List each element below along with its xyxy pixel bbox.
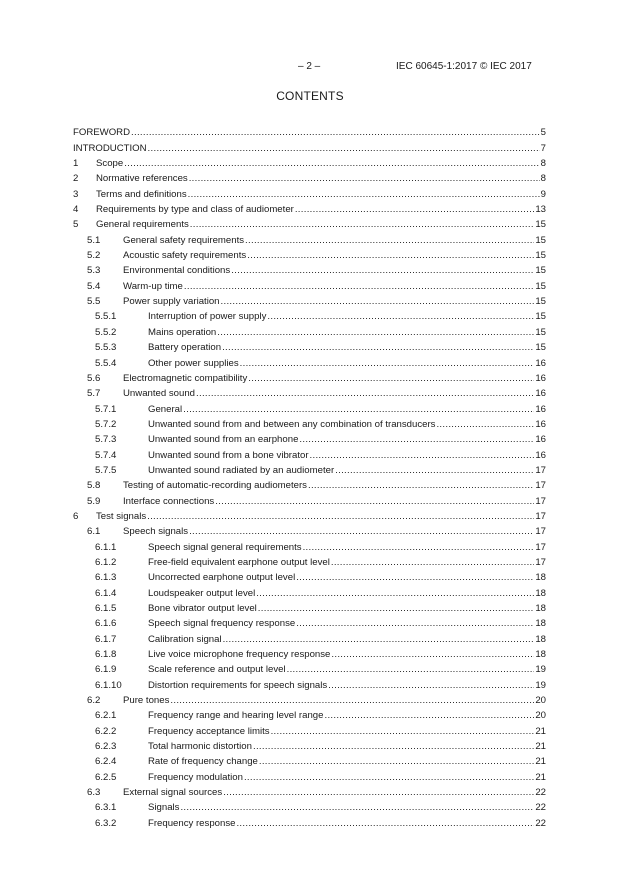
toc-leader-dots bbox=[287, 664, 535, 675]
toc-section-title: Rate of frequency change bbox=[148, 756, 258, 768]
toc-section-title: Frequency modulation bbox=[148, 771, 243, 783]
toc-page-number: 15 bbox=[535, 342, 546, 354]
toc-page-number: 18 bbox=[535, 649, 546, 661]
toc-leader-dots bbox=[310, 450, 535, 461]
toc-leader-dots bbox=[124, 158, 539, 169]
toc-entry[interactable] bbox=[73, 568, 546, 583]
toc-section-number: 5.7.5 bbox=[95, 464, 117, 476]
toc-section-number: 6.3.1 bbox=[95, 802, 117, 814]
toc-entry[interactable] bbox=[73, 537, 546, 552]
page-number: – 2 – bbox=[298, 61, 321, 72]
toc-entry[interactable] bbox=[73, 476, 546, 491]
toc-leader-dots bbox=[223, 787, 534, 798]
toc-leader-dots bbox=[245, 235, 534, 246]
toc-entry[interactable] bbox=[73, 215, 546, 230]
table-of-contents bbox=[73, 123, 546, 829]
toc-leader-dots bbox=[324, 710, 534, 721]
toc-section-title: Battery operation bbox=[148, 342, 222, 354]
toc-entry[interactable] bbox=[73, 246, 546, 261]
toc-section-title: Bone vibrator output level bbox=[148, 603, 257, 614]
toc-leader-dots bbox=[189, 526, 534, 537]
toc-page-number: 9 bbox=[540, 188, 546, 200]
toc-entry[interactable] bbox=[73, 276, 546, 291]
toc-section-number: 5 bbox=[73, 219, 79, 231]
toc-section-number: 5.2 bbox=[87, 250, 101, 262]
toc-leader-dots bbox=[231, 265, 534, 276]
toc-leader-dots bbox=[308, 480, 534, 491]
toc-entry[interactable] bbox=[73, 307, 546, 322]
toc-section-number: 5.7 bbox=[87, 388, 101, 400]
toc-section-title: Unwanted sound bbox=[123, 388, 196, 400]
toc-entry[interactable] bbox=[73, 522, 546, 537]
toc-entry[interactable] bbox=[73, 138, 546, 153]
toc-section-title: Total harmonic distortion bbox=[148, 741, 252, 753]
toc-entry[interactable] bbox=[73, 430, 546, 445]
toc-section-title: Free-field equivalent earphone output level bbox=[148, 556, 330, 568]
toc-section-number: 5.5.1 bbox=[95, 311, 117, 323]
toc-section-title: Interface connections bbox=[123, 495, 215, 507]
toc-leader-dots bbox=[148, 143, 540, 154]
toc-page-number: 21 bbox=[535, 725, 546, 737]
toc-section-title: External signal sources bbox=[123, 787, 223, 799]
toc-page-number: 17 bbox=[535, 495, 546, 507]
toc-leader-dots bbox=[244, 772, 534, 783]
toc-entry[interactable] bbox=[73, 292, 546, 307]
toc-page-number: 17 bbox=[535, 526, 546, 538]
page-header bbox=[0, 61, 620, 75]
toc-section-title: FOREWORD bbox=[73, 127, 131, 139]
toc-section-number: 6.2.1 bbox=[95, 710, 117, 722]
toc-section-title: Test signals bbox=[96, 510, 147, 522]
toc-entry[interactable] bbox=[73, 614, 546, 629]
toc-section-number: 6.3 bbox=[87, 787, 101, 799]
toc-section-number: 5.7.1 bbox=[95, 403, 117, 415]
toc-entry[interactable] bbox=[73, 384, 546, 399]
toc-section-title: General safety requirements bbox=[123, 234, 245, 246]
toc-entry[interactable] bbox=[73, 599, 546, 614]
toc-section-title: Warm-up time bbox=[123, 280, 183, 292]
toc-leader-dots bbox=[436, 419, 534, 430]
toc-page-number: 15 bbox=[535, 250, 546, 262]
toc-section-number: 3 bbox=[73, 188, 79, 200]
toc-section-number: 6.1.3 bbox=[95, 572, 117, 584]
toc-section-number: 1 bbox=[73, 158, 79, 170]
toc-section-number: 5.5 bbox=[87, 296, 101, 308]
toc-section-title: Calibration signal bbox=[148, 633, 222, 645]
toc-page-number: 15 bbox=[535, 265, 546, 277]
toc-section-number: 6.1 bbox=[87, 526, 101, 538]
toc-section-title: Unwanted sound radiated by an audiometer bbox=[148, 464, 335, 476]
toc-section-title: Normative references bbox=[96, 173, 188, 185]
toc-page-number: 22 bbox=[535, 802, 546, 814]
toc-section-title: Unwanted sound from and between any combination of transducers bbox=[148, 418, 436, 430]
toc-page-number: 17 bbox=[535, 556, 546, 568]
toc-entry[interactable] bbox=[73, 813, 546, 828]
toc-section-number: 6.2.5 bbox=[95, 771, 117, 783]
toc-section-title: Power supply variation bbox=[123, 296, 220, 308]
toc-leader-dots bbox=[253, 741, 534, 752]
toc-page-number: 16 bbox=[535, 418, 546, 430]
toc-section-number: 6.1.5 bbox=[95, 603, 117, 614]
toc-page-number: 16 bbox=[535, 372, 546, 384]
toc-entry[interactable] bbox=[73, 461, 546, 476]
toc-entry[interactable] bbox=[73, 691, 546, 706]
toc-entry[interactable] bbox=[73, 752, 546, 767]
toc-section-number: 5.9 bbox=[87, 495, 101, 507]
toc-section-title: INTRODUCTION bbox=[73, 142, 147, 154]
toc-leader-dots bbox=[259, 756, 534, 767]
toc-entry[interactable] bbox=[73, 767, 546, 782]
toc-section-title: Scale reference and output level bbox=[148, 664, 286, 676]
toc-section-title: Environmental conditions bbox=[123, 265, 231, 277]
toc-page-number: 15 bbox=[535, 311, 546, 323]
toc-page-number: 15 bbox=[535, 296, 546, 308]
toc-section-number: 6.1.1 bbox=[95, 541, 117, 553]
toc-page-number: 16 bbox=[535, 449, 546, 461]
toc-section-title: Other power supplies bbox=[148, 357, 239, 369]
toc-section-number: 5.7.3 bbox=[95, 434, 117, 446]
toc-page-number: 15 bbox=[535, 280, 546, 292]
toc-entry[interactable] bbox=[73, 415, 546, 430]
toc-entry[interactable] bbox=[73, 798, 546, 813]
toc-leader-dots bbox=[240, 358, 535, 369]
toc-entry[interactable] bbox=[73, 322, 546, 337]
toc-section-title: Live voice microphone frequency response bbox=[148, 649, 331, 661]
toc-section-number: 5.4 bbox=[87, 280, 101, 292]
toc-leader-dots bbox=[223, 634, 535, 645]
toc-leader-dots bbox=[247, 250, 534, 261]
toc-entry[interactable] bbox=[73, 261, 546, 276]
toc-section-number: 5.7.4 bbox=[95, 449, 117, 461]
toc-section-number: 6.1.10 bbox=[95, 679, 122, 691]
toc-leader-dots bbox=[331, 649, 534, 660]
toc-leader-dots bbox=[335, 465, 534, 476]
toc-page-number: 15 bbox=[535, 234, 546, 246]
toc-entry[interactable] bbox=[73, 660, 546, 675]
toc-page-number: 22 bbox=[535, 817, 546, 829]
toc-leader-dots bbox=[131, 127, 540, 138]
toc-leader-dots bbox=[256, 588, 534, 599]
toc-entry[interactable] bbox=[73, 507, 546, 522]
toc-entry[interactable] bbox=[73, 230, 546, 245]
toc-section-number: 5.5.4 bbox=[95, 357, 117, 369]
toc-section-title: General bbox=[148, 403, 183, 415]
toc-section-title: Speech signal frequency response bbox=[148, 618, 296, 630]
toc-section-number: 5.5.2 bbox=[95, 326, 117, 338]
toc-section-number: 5.6 bbox=[87, 372, 101, 384]
contents-heading: CONTENTS bbox=[276, 89, 344, 103]
toc-page-number: 19 bbox=[535, 679, 546, 691]
toc-page-number: 13 bbox=[535, 204, 546, 216]
toc-page-number: 17 bbox=[535, 541, 546, 553]
toc-entry[interactable] bbox=[73, 369, 546, 384]
toc-leader-dots bbox=[267, 311, 534, 322]
toc-page-number: 22 bbox=[535, 787, 546, 799]
toc-section-title: Speech signals bbox=[123, 526, 189, 538]
toc-section-number: 5.7.2 bbox=[95, 418, 117, 430]
toc-leader-dots bbox=[222, 342, 534, 353]
toc-entry[interactable] bbox=[73, 169, 546, 184]
toc-leader-dots bbox=[303, 542, 535, 553]
toc-leader-dots bbox=[296, 572, 534, 583]
toc-section-title: Uncorrected earphone output level bbox=[148, 572, 296, 584]
toc-section-title: Distortion requirements for speech signals bbox=[148, 679, 328, 691]
toc-section-title: Mains operation bbox=[148, 326, 217, 338]
toc-section-number: 6.2 bbox=[87, 695, 101, 707]
toc-section-number: 6.1.9 bbox=[95, 664, 117, 676]
toc-section-number: 6 bbox=[73, 510, 79, 522]
toc-entry[interactable] bbox=[73, 445, 546, 460]
toc-leader-dots bbox=[215, 496, 534, 507]
toc-section-title: Requirements by type and class of audiometer bbox=[96, 204, 294, 216]
toc-page-number: 8 bbox=[540, 158, 546, 170]
toc-page-number: 19 bbox=[535, 664, 546, 676]
toc-entry[interactable] bbox=[73, 583, 546, 598]
toc-leader-dots bbox=[271, 726, 535, 737]
toc-leader-dots bbox=[299, 434, 534, 445]
toc-entry[interactable] bbox=[73, 399, 546, 414]
toc-section-number: 5.3 bbox=[87, 265, 101, 277]
toc-page-number: 16 bbox=[535, 357, 546, 369]
toc-page-number: 16 bbox=[535, 403, 546, 415]
toc-section-number: 5.1 bbox=[87, 234, 101, 246]
toc-section-title: Frequency response bbox=[148, 817, 236, 829]
standard-reference: IEC 60645-1:2017 © IEC 2017 bbox=[396, 61, 532, 72]
toc-section-title: Electromagnetic compatibility bbox=[123, 372, 248, 384]
toc-page-number: 20 bbox=[535, 710, 546, 722]
toc-section-number: 4 bbox=[73, 204, 79, 216]
toc-leader-dots bbox=[295, 204, 534, 215]
toc-page-number: 21 bbox=[535, 756, 546, 768]
toc-page-number: 7 bbox=[540, 142, 546, 154]
toc-entry[interactable] bbox=[73, 154, 546, 169]
toc-page-number: 17 bbox=[535, 480, 546, 492]
toc-page-number: 20 bbox=[535, 695, 546, 707]
toc-leader-dots bbox=[183, 404, 534, 415]
toc-section-number: 5.5.3 bbox=[95, 342, 117, 354]
toc-leader-dots bbox=[184, 281, 534, 292]
toc-entry[interactable] bbox=[73, 737, 546, 752]
toc-page-number: 17 bbox=[535, 464, 546, 476]
toc-leader-dots bbox=[188, 189, 540, 200]
toc-page-number: 18 bbox=[535, 633, 546, 645]
toc-page-number: 16 bbox=[535, 388, 546, 400]
toc-page-number: 15 bbox=[535, 326, 546, 338]
toc-entry[interactable] bbox=[73, 645, 546, 660]
toc-leader-dots bbox=[189, 173, 540, 184]
toc-section-number: 6.2.2 bbox=[95, 725, 117, 737]
toc-leader-dots bbox=[180, 802, 534, 813]
toc-leader-dots bbox=[331, 557, 534, 568]
toc-page-number: 18 bbox=[535, 618, 546, 630]
toc-section-title: Signals bbox=[148, 802, 180, 814]
toc-section-title: Unwanted sound from an earphone bbox=[148, 434, 299, 446]
toc-entry[interactable] bbox=[73, 675, 546, 690]
toc-leader-dots bbox=[190, 219, 535, 230]
toc-page-number: 18 bbox=[535, 572, 546, 584]
toc-page-number: 17 bbox=[535, 510, 546, 522]
toc-section-number: 6.3.2 bbox=[95, 817, 117, 829]
toc-page-number: 8 bbox=[540, 173, 546, 185]
toc-leader-dots bbox=[328, 680, 534, 691]
toc-section-number: 2 bbox=[73, 173, 79, 185]
toc-section-title: Scope bbox=[96, 158, 124, 170]
toc-section-number: 6.1.2 bbox=[95, 556, 117, 568]
toc-leader-dots bbox=[221, 296, 535, 307]
toc-leader-dots bbox=[258, 603, 535, 614]
toc-section-title: Pure tones bbox=[123, 695, 170, 707]
toc-entry[interactable] bbox=[73, 338, 546, 353]
toc-leader-dots bbox=[217, 327, 534, 338]
toc-page-number: 21 bbox=[535, 771, 546, 783]
toc-section-number: 6.2.3 bbox=[95, 741, 117, 753]
toc-section-number: 6.1.4 bbox=[95, 587, 117, 599]
toc-section-number: 6.1.8 bbox=[95, 649, 117, 661]
toc-section-title: Frequency range and hearing level range bbox=[148, 710, 324, 722]
toc-section-title: Unwanted sound from a bone vibrator bbox=[148, 449, 309, 461]
toc-entry[interactable] bbox=[73, 491, 546, 506]
toc-section-title: Testing of automatic-recording audiometers bbox=[123, 480, 307, 492]
toc-page-number: 18 bbox=[535, 587, 546, 599]
toc-leader-dots bbox=[170, 695, 534, 706]
toc-page-number: 5 bbox=[540, 127, 546, 139]
toc-section-title: Interruption of power supply bbox=[148, 311, 267, 323]
toc-entry[interactable] bbox=[73, 721, 546, 736]
toc-page-number: 21 bbox=[535, 741, 546, 753]
toc-section-title: General requirements bbox=[96, 219, 189, 231]
toc-entry[interactable] bbox=[73, 706, 546, 721]
toc-entry[interactable] bbox=[73, 200, 546, 215]
toc-leader-dots bbox=[196, 388, 534, 399]
toc-leader-dots bbox=[147, 511, 534, 522]
toc-entry[interactable] bbox=[73, 783, 546, 798]
toc-page-number: 15 bbox=[535, 219, 546, 231]
toc-section-title: Acoustic safety requirements bbox=[123, 250, 247, 262]
toc-entry[interactable] bbox=[73, 123, 546, 138]
toc-entry[interactable] bbox=[73, 184, 546, 199]
toc-section-number: 5.8 bbox=[87, 480, 101, 492]
toc-section-number: 6.1.7 bbox=[95, 633, 117, 645]
toc-entry[interactable] bbox=[73, 353, 546, 368]
toc-leader-dots bbox=[296, 618, 534, 629]
toc-section-number: 6.1.6 bbox=[95, 618, 117, 630]
toc-section-title: Frequency acceptance limits bbox=[148, 725, 270, 737]
toc-section-number: 6.2.4 bbox=[95, 756, 117, 768]
toc-section-title: Terms and definitions bbox=[96, 188, 187, 200]
toc-entry[interactable] bbox=[73, 553, 546, 568]
toc-section-title: Loudspeaker output level bbox=[148, 587, 256, 599]
toc-leader-dots bbox=[236, 818, 534, 829]
toc-entry[interactable] bbox=[73, 629, 546, 644]
toc-page-number: 16 bbox=[535, 434, 546, 446]
toc-page-number: 18 bbox=[535, 603, 546, 614]
toc-section-title: Speech signal general requirements bbox=[148, 541, 302, 553]
toc-leader-dots bbox=[248, 373, 534, 384]
